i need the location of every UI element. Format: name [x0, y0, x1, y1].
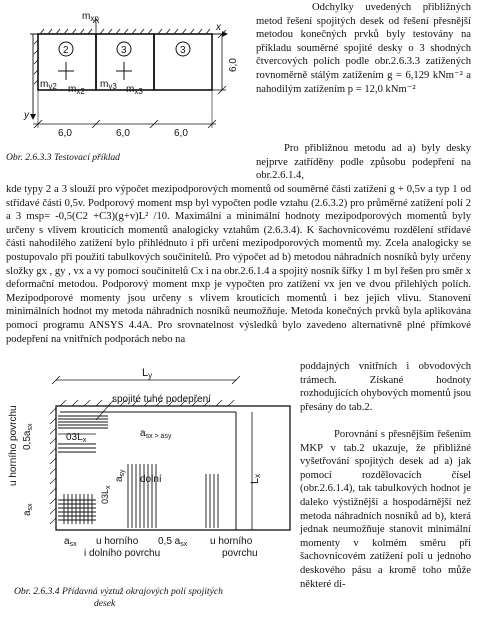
rebar-grid: [58, 494, 96, 524]
label-asx-gt-asy: $a_{sx > a}sy$: [140, 428, 172, 440]
rebar-right: [206, 474, 218, 528]
panel-number: 3: [180, 45, 186, 56]
label-asx-bottom: $a_{sx}$: [64, 536, 77, 548]
label-03lx: $03L_x$: [66, 432, 87, 444]
label-03lx-vertical: $03L_x$: [100, 485, 112, 504]
label-my2: $m_{y2}$: [40, 79, 57, 91]
label-mx2: $m_{x2}$: [68, 84, 85, 96]
paragraph: Porovnání s přesnějším řešením MKP v tab.2 ukazuje, že přibližné vyšetřování spojitých desek ad a) jak pomocí rozdělovacích čísel (obr.2.6.1.4), tak tabulkových hodnot je daleko výstižnější a hospodárnější než metoda náhradních nosníků ad b), která jednak neumožňuje stanovit minimální momenty v kolmém směru při šachovnicovém zatížení polí u jednoho deskového pásu a kromě toho může některé di-: [300, 429, 471, 590]
label-u-horniho-povrchu-left: u horního povrchu: [8, 405, 19, 486]
y-axis-label: y: [24, 110, 29, 121]
panel-number: 2: [63, 45, 69, 56]
paragraph: kde typy 2 a 3 slouží pro výpočet mezipodporových momentů od souměrné části zatížení g + 0,5v a typ 1 od střídavé části 0,5v. Podporový moment msp byl vypočten podle vztahu (2.6.3.2) pro průměrné zatížení polí 2 a 3 msp= -0,5(C2 +C3)(g+v)L² /10. Maximální a minimální hodnoty mezipodporových momentů byly určeny s vlivem krouticích momentů analogicky vztahům (2.6.3.4). K šachovnicovému rozdělení střídavé části nahodilého zatížení bylo přihlédnuto i při určení mezipodporových momentů my. Zcela analogicky se postupovalo při použití tabulkových součinitelů. Pro výpočet ad b) metodou náhradních nosníků byly určeny složky gx , gy , vx a vy pomocí součinitelů Cx i na obr.2.6.1.4 a spojitý nosník šířky 1 m byl řešen pro směr x deformační metodou. Podporový moment mxp je vypočten pro zatížení vx jen ve dvou přilehlých polích. Mezipodporové momenty jsou určeny s vlivem krouticích momentů i bez jejich vlivu. Stanovení minimálních hodnot my metoda náhradních nosníků neumožňuje. Metoda konečných prvků byla aplikována pomocí programu ANSYS 4.4A. Pro srovnatelnost výsledků bylo zavedeno alternativně plné přímkové podepření na vnitřních podporách nebo na: [6, 184, 471, 345]
paragraph: poddajných vnitřních i obvodových trámech. Získané hodnoty rozhodujících ohybových momentů jsou přesány do tab.2.: [300, 361, 471, 413]
label-ly: Ly: [142, 367, 153, 380]
x-axis-label: x: [216, 22, 221, 33]
label-05asx-left: $0,5a_{sx}$: [22, 423, 34, 450]
dimension-bottom: 6,0: [174, 128, 188, 139]
label-u-horniho-i-dolniho: u horního: [96, 536, 139, 547]
rebar-top: [58, 416, 108, 428]
dimension-side: 6,0: [228, 58, 239, 72]
rebar-left: [58, 444, 96, 452]
label-u-horniho-i-dolniho: i dolního povrchu: [84, 548, 161, 559]
panel-number: 3: [121, 45, 127, 56]
figure-caption: Obr. 2.6.3.3 Testovací příklad: [6, 152, 120, 163]
label-u-horniho-povrchu-right: povrchu: [222, 548, 258, 559]
label-asx-left: $a_{sx}$: [22, 503, 34, 516]
figure-caption: Obr. 2.6.3.4 Přídavná výztuž okrajových polí spojitých desek: [14, 586, 223, 609]
figure-test-example: [0, 0, 250, 160]
support-hatch: [34, 29, 210, 84]
label-my3: $m_{y3}$: [100, 79, 117, 91]
dimension-bottom: 6,0: [116, 128, 130, 139]
label-mx3: $m_{x3}$: [126, 84, 143, 96]
label-lx: Lx: [249, 473, 262, 484]
label-05asx-bottom: 0,5 $a_{sx}$: [158, 536, 188, 548]
label-mxp: $m_{xp}$: [82, 11, 99, 23]
dimension-bottom: 6,0: [58, 128, 72, 139]
label-u-horniho-povrchu-right: u horního: [210, 536, 253, 547]
paragraph: Pro přibližnou metodu ad a) byly desky nejprve zatříděny podle způsobu podepření na obr.2.6.1.4,: [256, 143, 471, 182]
label-spojite-tuhe-podepreni: spojité tuhé podepření: [112, 394, 211, 405]
label-dolni: dolní: [140, 474, 162, 485]
paragraph: Odchylky uvedených přibližných metod řešení spojitých desek od řešení přesnější metodou konečných prvků byly testovány na příkladu souměrné spojité desky o 3 shodných čtvercových polích podle obr.2.6.3.3 zatížených rovnoměrně stálým zatížením g = 6,129 kNm⁻² a nahodilým zatížením p = 12,0 kNm⁻²: [256, 2, 471, 95]
figure-additional-reinforcement: [0, 354, 300, 589]
label-asy: $a_{sy}$: [114, 469, 126, 482]
